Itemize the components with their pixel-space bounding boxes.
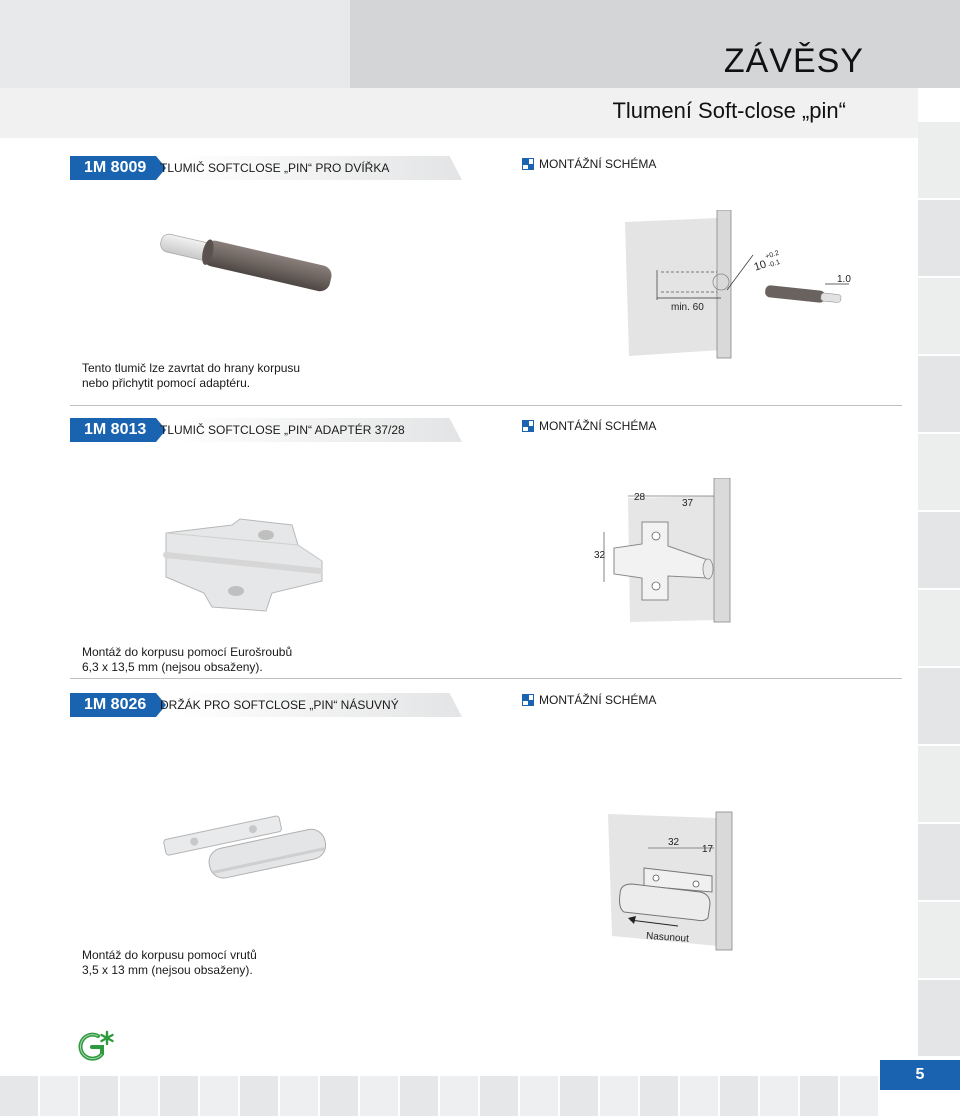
adapter-image <box>160 515 330 615</box>
schema-label-3: MONTÁŽNÍ SCHÉMA <box>522 693 656 707</box>
product-name: TLUMIČ SOFTCLOSE „PIN“ ADAPTÉR 37/28 <box>160 423 405 437</box>
schema-1m8009 <box>625 210 855 360</box>
footer-strip <box>0 1076 880 1116</box>
page-number: 5 <box>880 1060 960 1090</box>
product-description-3: Montáž do korpusu pomocí vrutů 3,5 x 13 mm (nejsou obsaženy). <box>82 948 257 977</box>
schema-icon <box>522 420 534 432</box>
schema-tol-minus: -0.1 <box>767 258 782 270</box>
schema-dim-a: 32 <box>668 837 680 848</box>
side-tab-strip <box>918 122 960 1082</box>
product-code: 1M 8026 <box>70 693 156 717</box>
company-logo-icon <box>74 1030 118 1064</box>
schema-dim-offset: 1.0 <box>837 274 851 285</box>
page-title: ZÁVĚSY <box>723 42 864 80</box>
product-description-2: Montáž do korpusu pomocí Eurošroubů 6,3 x 13,5 mm (nejsou obsaženy). <box>82 645 293 674</box>
schema-label-2: MONTÁŽNÍ SCHÉMA <box>522 419 656 433</box>
page-subtitle: Tlumení Soft-close „pin“ <box>612 98 846 123</box>
schema-dim-b: 37 <box>682 498 694 509</box>
product-header-1m8013 <box>70 418 462 442</box>
schema-dim-diameter: 10 <box>752 258 768 274</box>
slide-holder-image <box>155 795 335 885</box>
schema-1m8026 <box>604 808 744 953</box>
schema-dim-c: 32 <box>594 550 606 561</box>
section-divider <box>70 405 902 406</box>
product-code: 1M 8009 <box>70 156 156 180</box>
section-divider <box>70 678 902 679</box>
schema-icon <box>522 158 534 170</box>
schema-label-1: MONTÁŽNÍ SCHÉMA <box>522 157 656 171</box>
schema-tol-plus: +0.2 <box>764 249 780 261</box>
schema-1m8013 <box>590 478 740 623</box>
product-header-1m8026 <box>70 693 462 717</box>
schema-dim-a: 28 <box>634 492 646 503</box>
product-description-1: Tento tlumič lze zavrtat do hrany korpusu nebo přichytit pomocí adaptéru. <box>82 361 301 390</box>
schema-slide-label: Nasunout <box>645 930 690 945</box>
header-band-accent <box>350 0 960 88</box>
schema-icon <box>522 694 534 706</box>
schema-dim-b: 17 <box>702 844 714 855</box>
product-name: TLUMIČ SOFTCLOSE „PIN“ PRO DVÍŘKA <box>160 161 390 175</box>
schema-dim-depth: min. 60 <box>671 302 704 313</box>
product-header-1m8009 <box>70 156 462 180</box>
damper-pin-image <box>150 225 350 305</box>
product-name: DRŽÁK PRO SOFTCLOSE „PIN“ NÁSUVNÝ <box>160 698 399 712</box>
product-code: 1M 8013 <box>70 418 156 442</box>
